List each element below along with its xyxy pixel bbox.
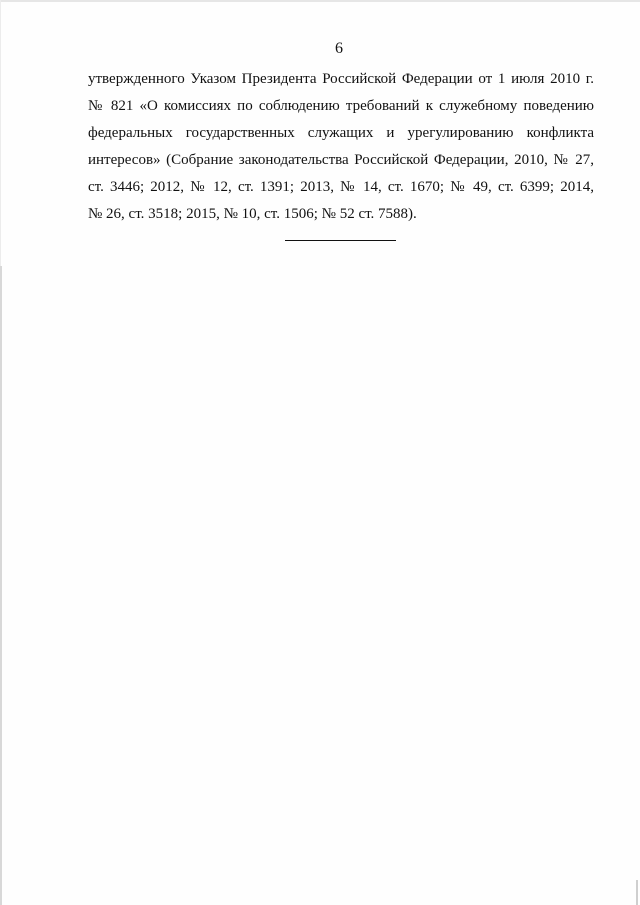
scan-margin-mark-right (636, 880, 638, 905)
paragraph-line-4: интересов» (Собрание законодательства Российской Федерации, 2010, № 27, (88, 152, 594, 168)
paragraph-line-2: № 821 «О комиссиях по соблюдению требований к служебному поведению (88, 98, 594, 114)
document-paragraph (88, 66, 594, 228)
scan-margin-mark-left (0, 266, 2, 905)
page-top-edge (0, 0, 640, 2)
paragraph-line-3: федеральных государственных служащих и урегулированию конфликта (88, 125, 594, 141)
end-separator-rule (285, 240, 396, 241)
page-number: 6 (335, 40, 343, 57)
paragraph-line-6: № 26, ст. 3518; 2015, № 10, ст. 1506; № 52 ст. 7588). (88, 206, 417, 222)
paragraph-line-1: утвержденного Указом Президента Российской Федерации от 1 июля 2010 г. (88, 71, 594, 87)
paragraph-line-5: ст. 3446; 2012, № 12, ст. 1391; 2013, № 14, ст. 1670; № 49, ст. 6399; 2014, (88, 179, 594, 195)
